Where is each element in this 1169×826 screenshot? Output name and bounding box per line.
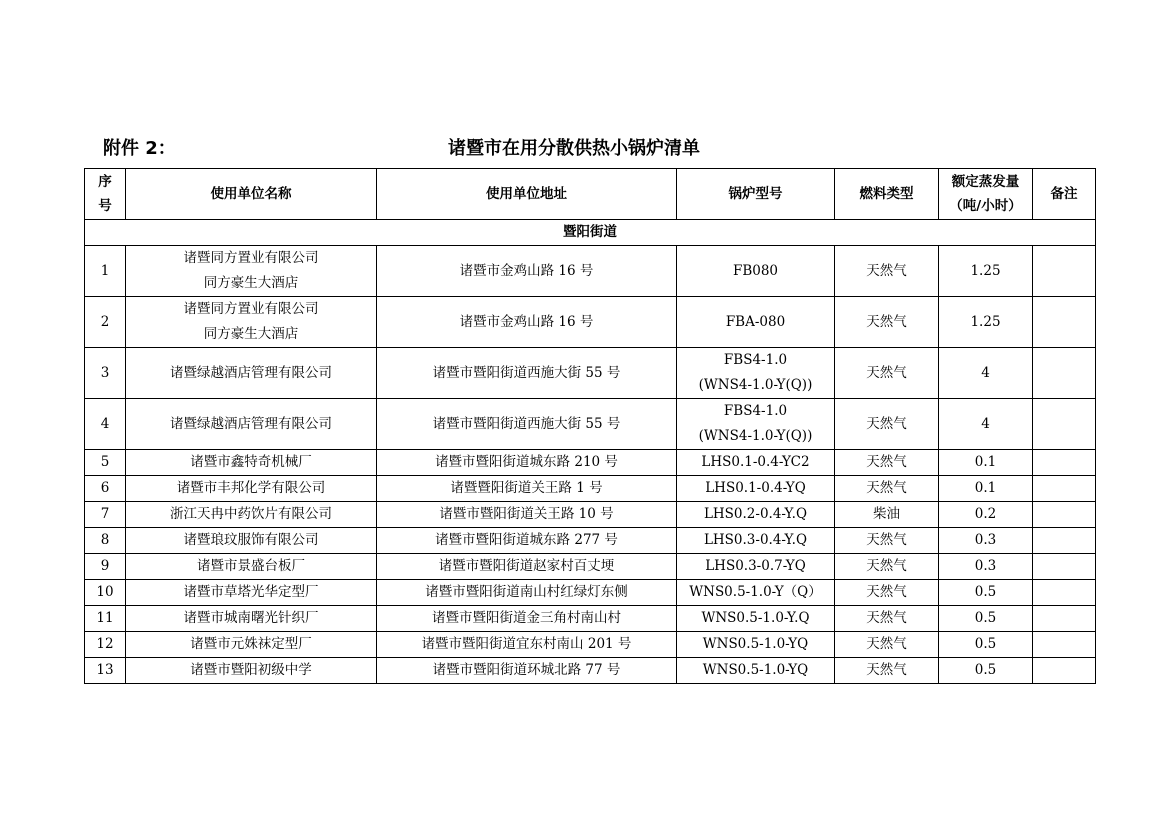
cell-boiler-model-line: WNS0.5-1.0-YQ bbox=[702, 662, 809, 678]
cell-remark bbox=[1033, 502, 1096, 528]
cell-unit-name bbox=[126, 606, 377, 632]
column-header-fuel-type: 燃料类型 bbox=[835, 169, 939, 220]
cell-unit-name bbox=[126, 580, 377, 606]
cell-unit-name-line: 诸暨绿越酒店管理有限公司 bbox=[170, 364, 332, 381]
cell-unit-name bbox=[126, 297, 377, 348]
cell-boiler-model-line: FB080 bbox=[732, 262, 779, 279]
cell-boiler-model bbox=[677, 528, 835, 554]
table-row bbox=[85, 476, 1096, 502]
cell-no: 5 bbox=[85, 450, 126, 476]
table-row bbox=[85, 297, 1096, 348]
column-header-unit-name: 使用单位名称 bbox=[126, 169, 377, 220]
cell-no: 12 bbox=[85, 632, 126, 658]
table-row bbox=[85, 450, 1096, 476]
cell-fuel-type: 柴油 bbox=[835, 502, 939, 528]
cell-no: 2 bbox=[85, 297, 126, 348]
cell-fuel-type: 天然气 bbox=[835, 658, 939, 684]
cell-fuel-type: 天然气 bbox=[835, 580, 939, 606]
cell-boiler-model bbox=[677, 632, 835, 658]
cell-boiler-model-line: WNS0.5-1.0-Y（Q） bbox=[689, 584, 822, 600]
cell-unit-address: 诸暨市暨阳街道西施大街 55 号 bbox=[377, 348, 677, 399]
cell-unit-name bbox=[126, 528, 377, 554]
cell-boiler-model bbox=[677, 658, 835, 684]
cell-unit-name-line: 诸暨市元姝袜定型厂 bbox=[190, 636, 312, 652]
table-header-row bbox=[85, 169, 1096, 220]
cell-capacity: 0.5 bbox=[939, 658, 1033, 684]
cell-boiler-model-line: FBS4-1.0 bbox=[723, 352, 788, 368]
cell-unit-name bbox=[126, 450, 377, 476]
cell-boiler-model bbox=[677, 399, 835, 450]
cell-unit-name-line: 浙江天冉中药饮片有限公司 bbox=[170, 506, 332, 522]
page-title: 诸暨市在用分散供热小锅炉清单 bbox=[448, 138, 700, 159]
cell-unit-name-line: 诸暨市暨阳初级中学 bbox=[190, 662, 312, 678]
cell-capacity: 0.1 bbox=[939, 476, 1033, 502]
cell-unit-name-line: 诸暨同方置业有限公司 bbox=[183, 301, 319, 317]
table-row bbox=[85, 502, 1096, 528]
cell-boiler-model-line: WNS0.5-1.0-Y.Q bbox=[701, 610, 810, 626]
cell-remark bbox=[1033, 476, 1096, 502]
cell-unit-address: 诸暨市暨阳街道环城北路 77 号 bbox=[377, 658, 677, 684]
attachment-label: 附件 2： bbox=[103, 138, 176, 159]
document-header bbox=[103, 134, 1093, 164]
cell-boiler-model-line: LHS0.1-0.4-YQ bbox=[705, 480, 806, 496]
cell-unit-address: 诸暨市金鸡山路 16 号 bbox=[377, 246, 677, 297]
cell-unit-name bbox=[126, 658, 377, 684]
cell-unit-address: 诸暨暨阳街道关王路 1 号 bbox=[377, 476, 677, 502]
cell-boiler-model-line: WNS0.5-1.0-YQ bbox=[702, 636, 809, 652]
cell-capacity: 0.5 bbox=[939, 606, 1033, 632]
cell-unit-address: 诸暨市暨阳街道宜东村南山 201 号 bbox=[377, 632, 677, 658]
column-header-capacity: 额定蒸发量 （吨/小时） bbox=[939, 169, 1033, 220]
table-row bbox=[85, 348, 1096, 399]
cell-no: 13 bbox=[85, 658, 126, 684]
cell-boiler-model bbox=[677, 606, 835, 632]
cell-remark bbox=[1033, 297, 1096, 348]
cell-no: 4 bbox=[85, 399, 126, 450]
column-header-seq: 序 号 bbox=[85, 169, 126, 220]
cell-boiler-model-line: LHS0.2-0.4-Y.Q bbox=[703, 506, 808, 522]
cell-boiler-model-line: (WNS4-1.0-Y(Q)) bbox=[698, 377, 813, 393]
cell-fuel-type: 天然气 bbox=[835, 297, 939, 348]
cell-unit-name-line: 同方豪生大酒店 bbox=[203, 326, 299, 342]
cell-boiler-model bbox=[677, 580, 835, 606]
cell-fuel-type: 天然气 bbox=[835, 348, 939, 399]
cell-remark bbox=[1033, 450, 1096, 476]
cell-capacity: 1.25 bbox=[939, 246, 1033, 297]
table-row bbox=[85, 528, 1096, 554]
table-row bbox=[85, 399, 1096, 450]
cell-boiler-model bbox=[677, 502, 835, 528]
cell-fuel-type: 天然气 bbox=[835, 632, 939, 658]
cell-boiler-model bbox=[677, 246, 835, 297]
cell-unit-name bbox=[126, 246, 377, 297]
cell-unit-address: 诸暨市暨阳街道城东路 277 号 bbox=[377, 528, 677, 554]
cell-boiler-model-line: FBA-080 bbox=[725, 313, 786, 330]
column-header-remark: 备注 bbox=[1033, 169, 1096, 220]
cell-remark bbox=[1033, 606, 1096, 632]
cell-capacity: 0.5 bbox=[939, 632, 1033, 658]
cell-capacity: 0.5 bbox=[939, 580, 1033, 606]
table-row bbox=[85, 554, 1096, 580]
cell-boiler-model-line: LHS0.3-0.4-Y.Q bbox=[703, 532, 808, 548]
cell-boiler-model bbox=[677, 554, 835, 580]
cell-boiler-model bbox=[677, 476, 835, 502]
cell-capacity: 0.3 bbox=[939, 528, 1033, 554]
cell-unit-name-line: 诸暨绿越酒店管理有限公司 bbox=[170, 415, 332, 432]
cell-fuel-type: 天然气 bbox=[835, 476, 939, 502]
cell-boiler-model bbox=[677, 297, 835, 348]
cell-boiler-model-line: LHS0.3-0.7-YQ bbox=[705, 558, 806, 574]
cell-capacity: 4 bbox=[939, 399, 1033, 450]
cell-unit-address: 诸暨市暨阳街道西施大街 55 号 bbox=[377, 399, 677, 450]
cell-unit-address: 诸暨市金鸡山路 16 号 bbox=[377, 297, 677, 348]
cell-unit-name bbox=[126, 502, 377, 528]
cell-no: 1 bbox=[85, 246, 126, 297]
section-label: 暨阳街道 bbox=[85, 220, 1096, 246]
cell-unit-name-line: 诸暨市景盛台板厂 bbox=[197, 558, 305, 574]
cell-fuel-type: 天然气 bbox=[835, 399, 939, 450]
cell-fuel-type: 天然气 bbox=[835, 606, 939, 632]
cell-no: 11 bbox=[85, 606, 126, 632]
table-row bbox=[85, 580, 1096, 606]
cell-remark bbox=[1033, 580, 1096, 606]
section-row bbox=[85, 220, 1096, 246]
column-header-unit-address: 使用单位地址 bbox=[377, 169, 677, 220]
column-header-boiler-model: 锅炉型号 bbox=[677, 169, 835, 220]
cell-no: 8 bbox=[85, 528, 126, 554]
boiler-list-table bbox=[84, 168, 1096, 684]
cell-unit-address: 诸暨市暨阳街道关王路 10 号 bbox=[377, 502, 677, 528]
cell-boiler-model bbox=[677, 348, 835, 399]
cell-remark bbox=[1033, 399, 1096, 450]
cell-fuel-type: 天然气 bbox=[835, 554, 939, 580]
cell-no: 7 bbox=[85, 502, 126, 528]
cell-unit-name-line: 诸暨市城南曙光针织厂 bbox=[183, 610, 319, 626]
cell-unit-name-line: 诸暨同方置业有限公司 bbox=[183, 250, 319, 266]
cell-remark bbox=[1033, 528, 1096, 554]
cell-unit-name bbox=[126, 476, 377, 502]
cell-fuel-type: 天然气 bbox=[835, 246, 939, 297]
cell-boiler-model bbox=[677, 450, 835, 476]
cell-unit-name bbox=[126, 632, 377, 658]
cell-boiler-model-line: LHS0.1-0.4-YC2 bbox=[701, 454, 810, 470]
cell-unit-name-line: 诸暨琅玟服饰有限公司 bbox=[183, 532, 319, 548]
cell-no: 3 bbox=[85, 348, 126, 399]
cell-no: 10 bbox=[85, 580, 126, 606]
cell-unit-address: 诸暨市暨阳街道金三角村南山村 bbox=[377, 606, 677, 632]
table-row bbox=[85, 632, 1096, 658]
cell-fuel-type: 天然气 bbox=[835, 528, 939, 554]
cell-remark bbox=[1033, 658, 1096, 684]
cell-capacity: 4 bbox=[939, 348, 1033, 399]
cell-remark bbox=[1033, 348, 1096, 399]
cell-no: 9 bbox=[85, 554, 126, 580]
cell-capacity: 0.3 bbox=[939, 554, 1033, 580]
cell-unit-address: 诸暨市暨阳街道南山村红绿灯东侧 bbox=[377, 580, 677, 606]
cell-unit-address: 诸暨市暨阳街道城东路 210 号 bbox=[377, 450, 677, 476]
cell-capacity: 1.25 bbox=[939, 297, 1033, 348]
cell-unit-name bbox=[126, 348, 377, 399]
cell-remark bbox=[1033, 246, 1096, 297]
cell-capacity: 0.1 bbox=[939, 450, 1033, 476]
cell-unit-name bbox=[126, 399, 377, 450]
cell-unit-name-line: 诸暨市丰邦化学有限公司 bbox=[176, 480, 326, 496]
cell-remark bbox=[1033, 632, 1096, 658]
cell-unit-address: 诸暨市暨阳街道赵家村百丈埂 bbox=[377, 554, 677, 580]
cell-unit-name-line: 同方豪生大酒店 bbox=[203, 275, 299, 291]
cell-unit-name bbox=[126, 554, 377, 580]
table-row bbox=[85, 246, 1096, 297]
cell-boiler-model-line: FBS4-1.0 bbox=[723, 403, 788, 419]
cell-no: 6 bbox=[85, 476, 126, 502]
cell-remark bbox=[1033, 554, 1096, 580]
cell-boiler-model-line: (WNS4-1.0-Y(Q)) bbox=[698, 428, 813, 444]
table-row bbox=[85, 606, 1096, 632]
table-row bbox=[85, 658, 1096, 684]
cell-capacity: 0.2 bbox=[939, 502, 1033, 528]
cell-unit-name-line: 诸暨市鑫特奇机械厂 bbox=[190, 454, 312, 470]
cell-fuel-type: 天然气 bbox=[835, 450, 939, 476]
cell-unit-name-line: 诸暨市草塔光华定型厂 bbox=[183, 584, 319, 600]
